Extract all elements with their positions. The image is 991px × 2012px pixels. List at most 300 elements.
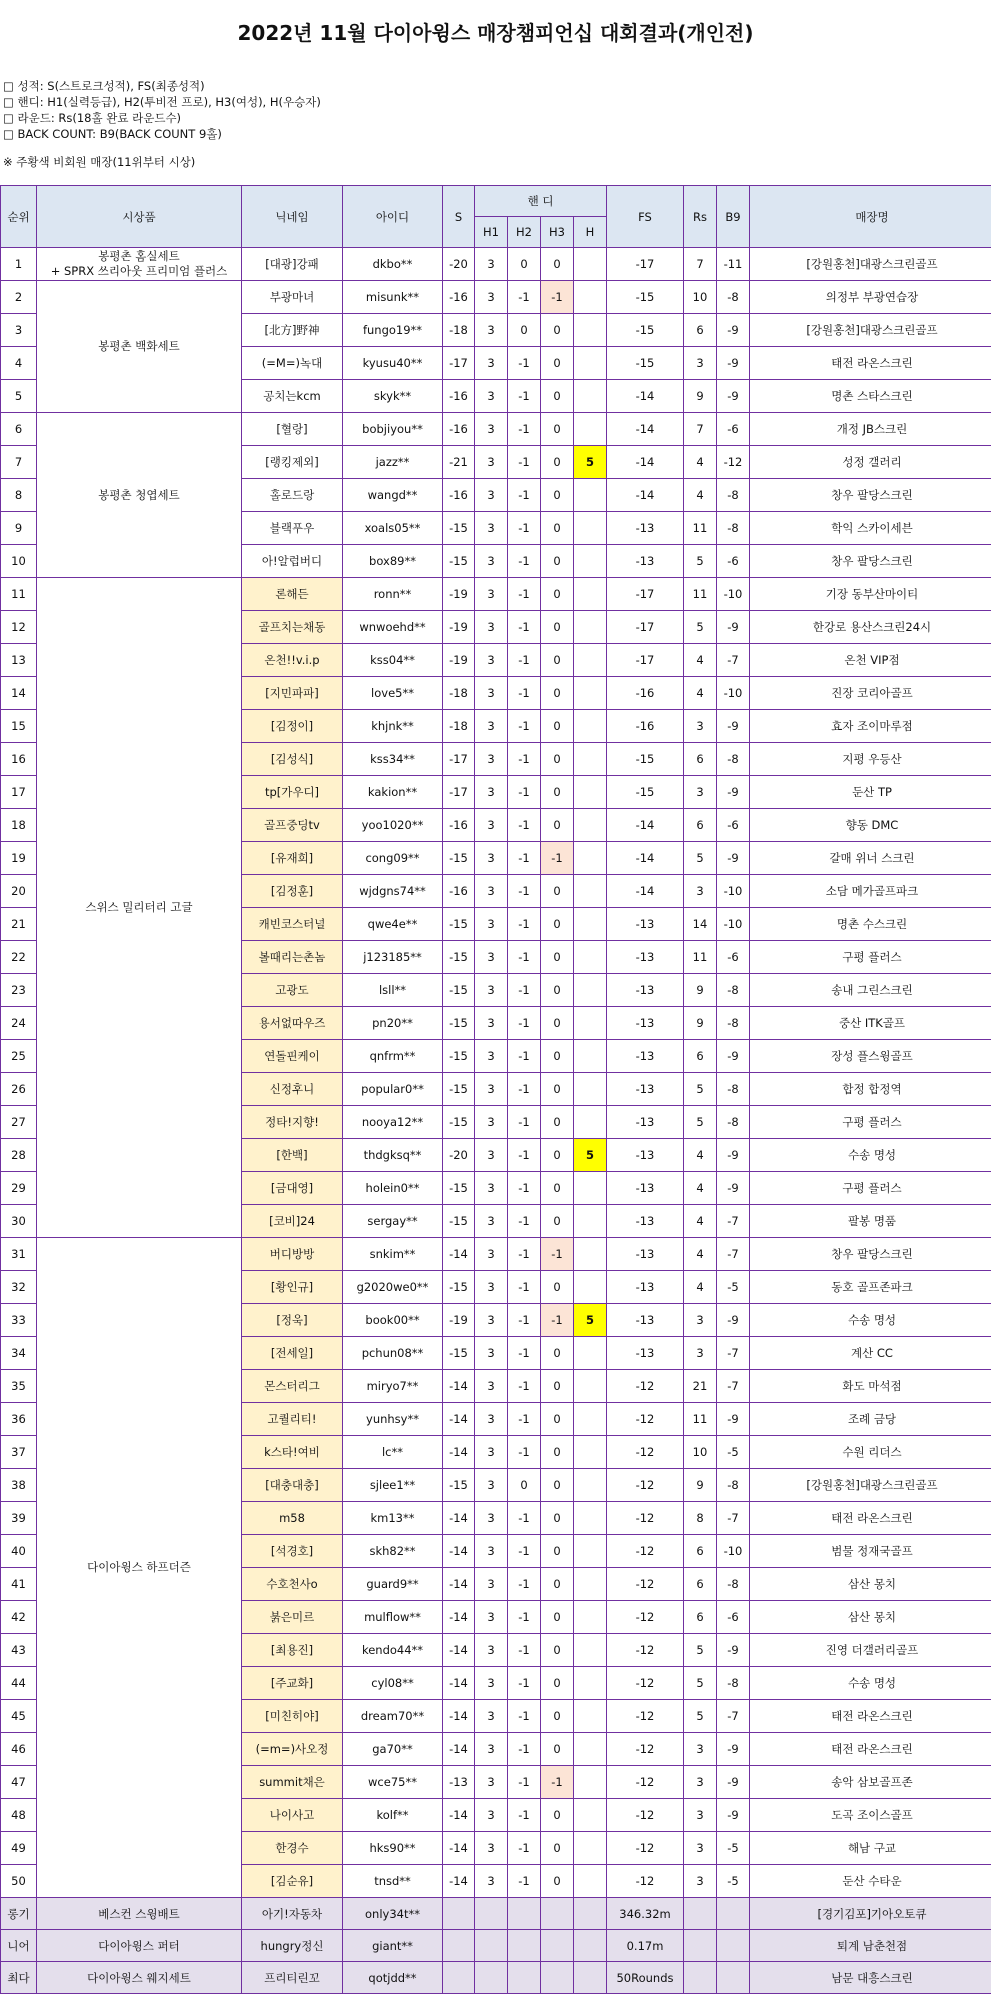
rank-cell: 1 xyxy=(1,248,37,281)
h2-cell: -1 xyxy=(508,1205,541,1238)
nickname-cell: 한경수 xyxy=(242,1832,343,1865)
rank-cell: 2 xyxy=(1,281,37,314)
h2-cell: -1 xyxy=(508,1568,541,1601)
b9-cell: -10 xyxy=(717,908,750,941)
store-cell: 구평 플러스 xyxy=(750,1172,991,1205)
h-cell xyxy=(574,809,607,842)
id-cell: lsll** xyxy=(343,974,443,1007)
h3-cell: -1 xyxy=(541,1304,574,1337)
legend-note: ※ 주황색 비회원 매장(11위부터 시상) xyxy=(3,155,196,169)
id-cell: tnsd** xyxy=(343,1865,443,1898)
h2-cell: -1 xyxy=(508,908,541,941)
h3-cell: 0 xyxy=(541,1073,574,1106)
store-cell: [강원홍천]대광스크린골프 xyxy=(750,314,991,347)
store-cell: 구평 플러스 xyxy=(750,941,991,974)
rs-cell: 10 xyxy=(684,281,717,314)
score-s-cell: -14 xyxy=(443,1436,475,1469)
h2-cell: -1 xyxy=(508,1634,541,1667)
rank-cell: 35 xyxy=(1,1370,37,1403)
score-s-cell: -14 xyxy=(443,1832,475,1865)
empty-cell xyxy=(717,1898,750,1930)
h3-cell: 0 xyxy=(541,941,574,974)
h-cell xyxy=(574,413,607,446)
store-cell: 퇴계 남춘천점 xyxy=(750,1930,991,1962)
nickname-cell: [황인규] xyxy=(242,1271,343,1304)
b9-cell: -9 xyxy=(717,776,750,809)
id-cell: yunhsy** xyxy=(343,1403,443,1436)
id-cell: kyusu40** xyxy=(343,347,443,380)
id-cell: khjnk** xyxy=(343,710,443,743)
b9-cell: -6 xyxy=(717,941,750,974)
h1-cell: 3 xyxy=(475,1535,508,1568)
store-cell: 남문 대흥스크린 xyxy=(750,1962,991,1994)
prize-cell: 스위스 밀리터리 고글 xyxy=(37,578,242,1238)
h1-cell: 3 xyxy=(475,1568,508,1601)
h3-cell: 0 xyxy=(541,446,574,479)
nickname-cell: 수호천사o xyxy=(242,1568,343,1601)
h1-cell: 3 xyxy=(475,1205,508,1238)
id-cell: ga70** xyxy=(343,1733,443,1766)
h-cell xyxy=(574,1799,607,1832)
rs-cell: 9 xyxy=(684,974,717,1007)
score-s-cell: -15 xyxy=(443,1205,475,1238)
id-cell: pn20** xyxy=(343,1007,443,1040)
rank-cell: 38 xyxy=(1,1469,37,1502)
score-s-cell: -16 xyxy=(443,875,475,908)
rank-cell: 16 xyxy=(1,743,37,776)
prize-cell: 다이아윙스 퍼터 xyxy=(37,1930,242,1962)
score-s-cell: -15 xyxy=(443,545,475,578)
h2-cell: -1 xyxy=(508,1403,541,1436)
h2-cell: -1 xyxy=(508,1865,541,1898)
h1-cell: 3 xyxy=(475,545,508,578)
rank-cell: 30 xyxy=(1,1205,37,1238)
h1-cell: 3 xyxy=(475,479,508,512)
rank-cell: 17 xyxy=(1,776,37,809)
b9-cell: -10 xyxy=(717,875,750,908)
score-s-cell: -21 xyxy=(443,446,475,479)
h1-cell: 3 xyxy=(475,1634,508,1667)
id-cell: skyk** xyxy=(343,380,443,413)
h2-cell: -1 xyxy=(508,446,541,479)
rank-cell: 7 xyxy=(1,446,37,479)
fs-cell: 346.32m xyxy=(607,1898,684,1930)
rank-cell: 48 xyxy=(1,1799,37,1832)
h3-cell: 0 xyxy=(541,1007,574,1040)
h1-cell: 3 xyxy=(475,248,508,281)
h2-cell: -1 xyxy=(508,1139,541,1172)
h3-cell: 0 xyxy=(541,1337,574,1370)
h3-cell: 0 xyxy=(541,1040,574,1073)
rs-cell: 5 xyxy=(684,545,717,578)
fs-cell: -17 xyxy=(607,578,684,611)
h2-cell: -1 xyxy=(508,1106,541,1139)
h-cell xyxy=(574,875,607,908)
rank-cell: 22 xyxy=(1,941,37,974)
store-cell: 태전 라온스크린 xyxy=(750,1502,991,1535)
h3-cell: -1 xyxy=(541,1238,574,1271)
score-s-cell: -14 xyxy=(443,1865,475,1898)
b9-cell: -7 xyxy=(717,1502,750,1535)
rank-cell: 41 xyxy=(1,1568,37,1601)
fs-cell: -14 xyxy=(607,413,684,446)
fs-cell: -12 xyxy=(607,1403,684,1436)
h2-cell: -1 xyxy=(508,1337,541,1370)
h1-cell: 3 xyxy=(475,1172,508,1205)
score-s-cell: -15 xyxy=(443,1172,475,1205)
id-cell: km13** xyxy=(343,1502,443,1535)
store-cell: 중산 ITK골프 xyxy=(750,1007,991,1040)
rs-cell: 4 xyxy=(684,446,717,479)
h1-cell: 3 xyxy=(475,1238,508,1271)
nickname-cell: hungry정신 xyxy=(242,1930,343,1962)
fs-cell: -12 xyxy=(607,1766,684,1799)
fs-cell: 50Rounds xyxy=(607,1962,684,1994)
h2-cell: -1 xyxy=(508,281,541,314)
score-s-cell: -15 xyxy=(443,1007,475,1040)
b9-cell: -9 xyxy=(717,611,750,644)
nickname-cell: [한백] xyxy=(242,1139,343,1172)
h1-cell: 3 xyxy=(475,1469,508,1502)
h3-cell: 0 xyxy=(541,1733,574,1766)
h3-cell: 0 xyxy=(541,1634,574,1667)
score-s-cell: -14 xyxy=(443,1403,475,1436)
nickname-cell: 정타!지향! xyxy=(242,1106,343,1139)
score-s-cell: -15 xyxy=(443,974,475,1007)
col-id: 아이디 xyxy=(343,186,443,248)
h3-cell: 0 xyxy=(541,908,574,941)
rs-cell: 6 xyxy=(684,1601,717,1634)
award-label-cell: 니어 xyxy=(1,1930,37,1962)
h-cell xyxy=(574,1667,607,1700)
h1-cell: 3 xyxy=(475,413,508,446)
h1-cell: 3 xyxy=(475,1304,508,1337)
store-cell: 성정 갤러리 xyxy=(750,446,991,479)
h-cell xyxy=(574,1271,607,1304)
b9-cell: -8 xyxy=(717,1106,750,1139)
table-row xyxy=(1,1238,991,1271)
b9-cell: -9 xyxy=(717,1304,750,1337)
h3-cell: -1 xyxy=(541,842,574,875)
score-s-cell: -15 xyxy=(443,1337,475,1370)
rs-cell: 5 xyxy=(684,1073,717,1106)
nickname-cell: 온천!!v.i.p xyxy=(242,644,343,677)
h3-cell: 0 xyxy=(541,512,574,545)
fs-cell: -13 xyxy=(607,941,684,974)
col-h3: H3 xyxy=(541,217,574,248)
fs-cell: -12 xyxy=(607,1634,684,1667)
nickname-cell: [김정훈] xyxy=(242,875,343,908)
h-cell xyxy=(574,1238,607,1271)
rank-cell: 40 xyxy=(1,1535,37,1568)
b9-cell: -5 xyxy=(717,1832,750,1865)
b9-cell: -9 xyxy=(717,314,750,347)
score-s-cell: -14 xyxy=(443,1502,475,1535)
nickname-cell: [석경호] xyxy=(242,1535,343,1568)
h3-cell: 0 xyxy=(541,1106,574,1139)
empty-cell xyxy=(508,1962,541,1994)
h-cell xyxy=(574,776,607,809)
score-s-cell: -17 xyxy=(443,347,475,380)
store-cell: 삼산 몽치 xyxy=(750,1601,991,1634)
id-cell: kakion** xyxy=(343,776,443,809)
store-cell: 둔산 수타운 xyxy=(750,1865,991,1898)
nickname-cell: 버디방방 xyxy=(242,1238,343,1271)
rs-cell: 6 xyxy=(684,1568,717,1601)
rank-cell: 10 xyxy=(1,545,37,578)
h-cell xyxy=(574,479,607,512)
b9-cell: -8 xyxy=(717,1073,750,1106)
h1-cell: 3 xyxy=(475,1007,508,1040)
h2-cell: -1 xyxy=(508,1601,541,1634)
h3-cell: 0 xyxy=(541,1370,574,1403)
score-s-cell: -15 xyxy=(443,1040,475,1073)
h3-cell: 0 xyxy=(541,1271,574,1304)
h2-cell: -1 xyxy=(508,1040,541,1073)
h-cell xyxy=(574,1502,607,1535)
col-fs: FS xyxy=(607,186,684,248)
h-cell xyxy=(574,314,607,347)
nickname-cell: [랭킹제외] xyxy=(242,446,343,479)
h-cell xyxy=(574,974,607,1007)
store-cell: 명촌 스타스크린 xyxy=(750,380,991,413)
rs-cell: 6 xyxy=(684,809,717,842)
h3-cell: 0 xyxy=(541,545,574,578)
h-cell xyxy=(574,1436,607,1469)
h-cell xyxy=(574,1700,607,1733)
legend-line: □ 라운드: Rs(18홀 완료 라운드수) xyxy=(3,111,182,125)
empty-cell xyxy=(475,1930,508,1962)
rs-cell: 4 xyxy=(684,1271,717,1304)
h-cell xyxy=(574,512,607,545)
nickname-cell: [유재희] xyxy=(242,842,343,875)
empty-cell xyxy=(443,1930,475,1962)
score-s-cell: -14 xyxy=(443,1700,475,1733)
h2-cell: -1 xyxy=(508,644,541,677)
h2-cell: -1 xyxy=(508,1271,541,1304)
col-s: S xyxy=(443,186,475,248)
nickname-cell: 아!알럽버디 xyxy=(242,545,343,578)
h-cell xyxy=(574,908,607,941)
rank-cell: 3 xyxy=(1,314,37,347)
rank-cell: 37 xyxy=(1,1436,37,1469)
h2-cell: -1 xyxy=(508,710,541,743)
rs-cell: 3 xyxy=(684,710,717,743)
store-cell: 학익 스카이세븐 xyxy=(750,512,991,545)
col-rs: Rs xyxy=(684,186,717,248)
fs-cell: -13 xyxy=(607,1205,684,1238)
rs-cell: 11 xyxy=(684,1403,717,1436)
h-cell xyxy=(574,1337,607,1370)
score-s-cell: -15 xyxy=(443,842,475,875)
rank-cell: 19 xyxy=(1,842,37,875)
id-cell: qotjdd** xyxy=(343,1962,443,1994)
h-cell xyxy=(574,1106,607,1139)
h2-cell: -1 xyxy=(508,677,541,710)
fs-cell: -12 xyxy=(607,1601,684,1634)
h2-cell: -1 xyxy=(508,1766,541,1799)
store-cell: 합정 합정역 xyxy=(750,1073,991,1106)
score-s-cell: -16 xyxy=(443,380,475,413)
h1-cell: 3 xyxy=(475,611,508,644)
empty-cell xyxy=(717,1962,750,1994)
fs-cell: -13 xyxy=(607,1238,684,1271)
h-cell: 5 xyxy=(574,446,607,479)
fs-cell: -13 xyxy=(607,1172,684,1205)
rs-cell: 3 xyxy=(684,1337,717,1370)
h-cell xyxy=(574,1634,607,1667)
rs-cell: 4 xyxy=(684,1238,717,1271)
rs-cell: 9 xyxy=(684,380,717,413)
store-cell: 동호 골프존파크 xyxy=(750,1271,991,1304)
store-cell: 삼산 몽치 xyxy=(750,1568,991,1601)
fs-cell: -17 xyxy=(607,644,684,677)
h1-cell: 3 xyxy=(475,1139,508,1172)
nickname-cell: 몬스터리그 xyxy=(242,1370,343,1403)
h3-cell: 0 xyxy=(541,1601,574,1634)
rs-cell: 6 xyxy=(684,314,717,347)
rs-cell: 5 xyxy=(684,1634,717,1667)
col-store: 매장명 xyxy=(750,186,991,248)
h-cell xyxy=(574,1535,607,1568)
store-cell: 진장 코리아골프 xyxy=(750,677,991,710)
h3-cell: 0 xyxy=(541,875,574,908)
h3-cell: 0 xyxy=(541,347,574,380)
h1-cell: 3 xyxy=(475,1271,508,1304)
nickname-cell: m58 xyxy=(242,1502,343,1535)
h1-cell: 3 xyxy=(475,1865,508,1898)
store-cell: 진영 더갤러리골프 xyxy=(750,1634,991,1667)
b9-cell: -9 xyxy=(717,1403,750,1436)
id-cell: book00** xyxy=(343,1304,443,1337)
fs-cell: -12 xyxy=(607,1733,684,1766)
id-cell: misunk** xyxy=(343,281,443,314)
id-cell: g2020we0** xyxy=(343,1271,443,1304)
h1-cell: 3 xyxy=(475,347,508,380)
rs-cell: 3 xyxy=(684,1733,717,1766)
rank-cell: 45 xyxy=(1,1700,37,1733)
h-cell xyxy=(574,347,607,380)
id-cell: sjlee1** xyxy=(343,1469,443,1502)
h1-cell: 3 xyxy=(475,1073,508,1106)
id-cell: fungo19** xyxy=(343,314,443,347)
h-cell xyxy=(574,1865,607,1898)
h2-cell: -1 xyxy=(508,1172,541,1205)
b9-cell: -9 xyxy=(717,1766,750,1799)
id-cell: cong09** xyxy=(343,842,443,875)
id-cell: guard9** xyxy=(343,1568,443,1601)
h1-cell: 3 xyxy=(475,380,508,413)
store-cell: 소담 메가골프파크 xyxy=(750,875,991,908)
fs-cell: -12 xyxy=(607,1568,684,1601)
store-cell: 개정 JB스크린 xyxy=(750,413,991,446)
fs-cell: -15 xyxy=(607,281,684,314)
score-s-cell: -17 xyxy=(443,743,475,776)
empty-cell xyxy=(684,1898,717,1930)
h3-cell: 0 xyxy=(541,1502,574,1535)
score-s-cell: -14 xyxy=(443,1667,475,1700)
rs-cell: 3 xyxy=(684,776,717,809)
b9-cell: -8 xyxy=(717,743,750,776)
h1-cell: 3 xyxy=(475,710,508,743)
rank-cell: 49 xyxy=(1,1832,37,1865)
h1-cell: 3 xyxy=(475,314,508,347)
rs-cell: 9 xyxy=(684,1469,717,1502)
store-cell: 수송 명성 xyxy=(750,1667,991,1700)
id-cell: nooya12** xyxy=(343,1106,443,1139)
empty-cell xyxy=(574,1962,607,1994)
h2-cell: -1 xyxy=(508,1667,541,1700)
rank-cell: 8 xyxy=(1,479,37,512)
h2-cell: -1 xyxy=(508,743,541,776)
b9-cell: -5 xyxy=(717,1865,750,1898)
rank-cell: 20 xyxy=(1,875,37,908)
rs-cell: 9 xyxy=(684,1007,717,1040)
empty-cell xyxy=(475,1962,508,1994)
rank-cell: 43 xyxy=(1,1634,37,1667)
b9-cell: -5 xyxy=(717,1271,750,1304)
h-cell: 5 xyxy=(574,1304,607,1337)
id-cell: hks90** xyxy=(343,1832,443,1865)
h-cell xyxy=(574,1733,607,1766)
store-cell: 화도 마석점 xyxy=(750,1370,991,1403)
store-cell: 태전 라온스크린 xyxy=(750,1700,991,1733)
table-row xyxy=(1,413,991,446)
id-cell: dream70** xyxy=(343,1700,443,1733)
empty-cell xyxy=(443,1898,475,1930)
h3-cell: 0 xyxy=(541,1535,574,1568)
fs-cell: -14 xyxy=(607,380,684,413)
h3-cell: 0 xyxy=(541,710,574,743)
rank-cell: 4 xyxy=(1,347,37,380)
h3-cell: 0 xyxy=(541,248,574,281)
b9-cell: -7 xyxy=(717,1700,750,1733)
nickname-cell: 골프치는채동 xyxy=(242,611,343,644)
empty-cell xyxy=(684,1962,717,1994)
rs-cell: 3 xyxy=(684,347,717,380)
score-s-cell: -17 xyxy=(443,776,475,809)
rank-cell: 29 xyxy=(1,1172,37,1205)
b9-cell: -7 xyxy=(717,1205,750,1238)
rank-cell: 12 xyxy=(1,611,37,644)
rank-cell: 31 xyxy=(1,1238,37,1271)
col-handicap: 핸 디 xyxy=(475,186,607,217)
nickname-cell: [금대영] xyxy=(242,1172,343,1205)
score-s-cell: -15 xyxy=(443,1106,475,1139)
h3-cell: 0 xyxy=(541,1700,574,1733)
h2-cell: 0 xyxy=(508,1469,541,1502)
h2-cell: 0 xyxy=(508,248,541,281)
prize-cell: 봉평촌 홈실세트 + SPRX 쓰리아웃 프리미엄 플러스 xyxy=(37,248,242,281)
h2-cell: -1 xyxy=(508,1238,541,1271)
id-cell: skh82** xyxy=(343,1535,443,1568)
b9-cell: -9 xyxy=(717,1634,750,1667)
col-h1: H1 xyxy=(475,217,508,248)
b9-cell: -8 xyxy=(717,1469,750,1502)
h1-cell: 3 xyxy=(475,908,508,941)
id-cell: kss34** xyxy=(343,743,443,776)
nickname-cell: [혈랑] xyxy=(242,413,343,446)
id-cell: giant** xyxy=(343,1930,443,1962)
h1-cell: 3 xyxy=(475,1502,508,1535)
store-cell: 구평 플러스 xyxy=(750,1106,991,1139)
fs-cell: -13 xyxy=(607,1271,684,1304)
fs-cell: -13 xyxy=(607,974,684,1007)
h-cell xyxy=(574,941,607,974)
fs-cell: -12 xyxy=(607,1370,684,1403)
rank-cell: 39 xyxy=(1,1502,37,1535)
h1-cell: 3 xyxy=(475,1601,508,1634)
